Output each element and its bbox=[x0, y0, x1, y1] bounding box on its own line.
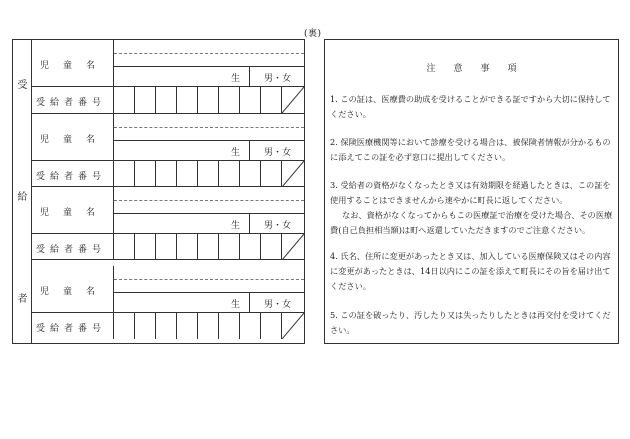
recipient-side-label bbox=[13, 40, 32, 343]
side-label-char-1: 受 bbox=[17, 80, 28, 91]
recipient-number-digit-cell[interactable] bbox=[261, 234, 282, 260]
sex-field[interactable] bbox=[249, 292, 304, 312]
recipient-number-digit-cell[interactable] bbox=[156, 234, 177, 260]
birth-sex-row bbox=[114, 140, 304, 160]
recipient-form bbox=[12, 39, 305, 344]
recipient-number-digit-cell[interactable] bbox=[261, 161, 282, 187]
child-name-caption bbox=[32, 114, 114, 160]
page-label-back: (裏) bbox=[304, 29, 322, 39]
notice-item-4: 4. 氏名、住所に変更があったとき又は、加入している医療保険又はその内容に変更があったときは、14日以内にこの証を添えて町長にその旨を届け出てください。 bbox=[330, 251, 611, 291]
recipient-number-digit-cell[interactable] bbox=[135, 313, 156, 339]
birth-label: 生 bbox=[231, 300, 241, 310]
child-name-row bbox=[32, 266, 304, 313]
recipient-number-digit-cell[interactable] bbox=[219, 161, 240, 187]
notice-item-2: 2. 保険医療機関等において診療を受ける場合は、被保険者情報が分かるものに添えてこの証を必ず窓口に提出してください。 bbox=[330, 137, 611, 162]
child-name-caption bbox=[32, 187, 114, 233]
recipient-number-label: 受給者番号 bbox=[36, 324, 107, 334]
recipient-block bbox=[32, 40, 304, 114]
sex-field[interactable] bbox=[249, 213, 304, 233]
recipient-number-caption bbox=[32, 87, 114, 113]
recipient-number-digit-cell[interactable] bbox=[177, 234, 198, 260]
recipient-number-digit-cell[interactable] bbox=[198, 313, 219, 339]
sex-label: 男・女 bbox=[263, 148, 291, 158]
child-name-field[interactable] bbox=[114, 187, 304, 233]
child-name-field[interactable] bbox=[114, 114, 304, 160]
recipient-number-digit-cell[interactable] bbox=[114, 234, 135, 260]
recipient-number-caption bbox=[32, 313, 114, 339]
recipient-number-digit-cell[interactable] bbox=[135, 234, 156, 260]
notice-item-3: 3. 受給者の資格がなくなったとき又は有効期限を経過したときは、この証を使用することはできませんから速やかに町長に返してください。 bbox=[330, 180, 611, 205]
birth-label: 生 bbox=[231, 74, 241, 84]
furigana-line bbox=[114, 200, 304, 201]
child-name-row bbox=[32, 40, 304, 87]
child-name-label: 児童名 bbox=[40, 208, 110, 218]
recipient-number-digit-cell[interactable] bbox=[156, 87, 177, 113]
recipient-number-digit-cell[interactable] bbox=[219, 313, 240, 339]
sex-field[interactable] bbox=[249, 66, 304, 86]
recipient-number-row bbox=[32, 161, 304, 187]
recipient-number-digit-cell[interactable] bbox=[261, 87, 282, 113]
recipient-number-label: 受給者番号 bbox=[36, 245, 107, 255]
child-name-row bbox=[32, 114, 304, 161]
recipient-number-digit-cell[interactable] bbox=[282, 161, 304, 187]
recipient-number-digit-cell[interactable] bbox=[135, 87, 156, 113]
child-name-label: 児童名 bbox=[40, 61, 110, 71]
birth-sex-row bbox=[114, 66, 304, 86]
furigana-line bbox=[114, 127, 304, 128]
recipient-number-caption bbox=[32, 234, 114, 260]
sex-field[interactable] bbox=[249, 140, 304, 160]
recipient-number-row bbox=[32, 313, 304, 339]
child-name-row bbox=[32, 187, 304, 234]
check-digit-diagonal bbox=[282, 313, 304, 339]
birth-sex-row bbox=[114, 292, 304, 312]
notice-title: 注意事項 bbox=[426, 64, 535, 74]
recipient-number-digit-cell[interactable] bbox=[282, 313, 304, 339]
child-name-caption bbox=[32, 266, 114, 312]
recipient-number-digit-cell[interactable] bbox=[177, 313, 198, 339]
recipient-number-digit-cell[interactable] bbox=[156, 161, 177, 187]
recipient-number-label: 受給者番号 bbox=[36, 98, 107, 108]
birth-label: 生 bbox=[231, 148, 241, 158]
recipient-block bbox=[32, 260, 304, 343]
recipient-number-digit-cell[interactable] bbox=[219, 87, 240, 113]
child-name-label: 児童名 bbox=[40, 287, 110, 297]
furigana-line bbox=[114, 53, 304, 54]
sex-label: 男・女 bbox=[263, 74, 291, 84]
notice-item-5: 5. この証を破ったり、汚したり又は失ったりしたときは再交付を受けてください。 bbox=[330, 310, 611, 335]
recipient-number-digit-cell[interactable] bbox=[240, 87, 261, 113]
birth-label: 生 bbox=[231, 221, 241, 231]
recipient-number-digit-cell[interactable] bbox=[114, 87, 135, 113]
child-name-field[interactable] bbox=[114, 266, 304, 312]
sex-label: 男・女 bbox=[263, 221, 291, 231]
recipient-number-digit-cell[interactable] bbox=[240, 161, 261, 187]
recipient-number-label: 受給者番号 bbox=[36, 172, 107, 182]
recipient-number-digit-cell[interactable] bbox=[198, 87, 219, 113]
check-digit-diagonal bbox=[282, 234, 304, 260]
recipient-number-digit-cell[interactable] bbox=[198, 161, 219, 187]
recipient-block bbox=[32, 114, 304, 187]
notice-item-3-note: なお、資格がなくなってからもこの医療証で治療を受けた場合、その医療費(自己負担相当額)は町へ返還していただきますのでご注意ください。 bbox=[330, 210, 613, 235]
child-name-caption bbox=[32, 40, 114, 86]
recipient-number-digit-cell[interactable] bbox=[135, 161, 156, 187]
recipient-number-digit-cell[interactable] bbox=[177, 87, 198, 113]
side-label-char-2: 給 bbox=[17, 192, 28, 203]
recipient-number-digit-cell[interactable] bbox=[114, 313, 135, 339]
recipient-number-digit-cell[interactable] bbox=[219, 234, 240, 260]
recipient-block bbox=[32, 187, 304, 260]
recipient-number-digit-cell[interactable] bbox=[282, 87, 304, 113]
recipient-number-row bbox=[32, 87, 304, 113]
sex-label: 男・女 bbox=[263, 300, 291, 310]
furigana-line bbox=[114, 279, 304, 280]
notice-item-1: 1. この証は、医療費の助成を受けることができる証ですから大切に保持してください。 bbox=[330, 94, 611, 119]
recipient-number-digit-cell[interactable] bbox=[114, 161, 135, 187]
child-name-field[interactable] bbox=[114, 40, 304, 86]
recipient-number-row bbox=[32, 234, 304, 260]
recipient-number-digit-cell[interactable] bbox=[156, 313, 177, 339]
recipient-number-digit-cell[interactable] bbox=[261, 313, 282, 339]
notice-panel bbox=[324, 39, 619, 344]
check-digit-diagonal bbox=[282, 87, 304, 113]
birth-sex-row bbox=[114, 213, 304, 233]
check-digit-diagonal bbox=[282, 161, 304, 187]
recipient-number-caption bbox=[32, 161, 114, 187]
recipient-number-digit-cell[interactable] bbox=[177, 161, 198, 187]
child-name-label: 児童名 bbox=[40, 135, 110, 145]
recipient-number-digit-cell[interactable] bbox=[240, 234, 261, 260]
recipient-number-digit-cell[interactable] bbox=[282, 234, 304, 260]
recipient-number-digit-cell[interactable] bbox=[198, 234, 219, 260]
recipient-number-digit-cell[interactable] bbox=[240, 313, 261, 339]
side-label-char-3: 者 bbox=[17, 294, 28, 305]
